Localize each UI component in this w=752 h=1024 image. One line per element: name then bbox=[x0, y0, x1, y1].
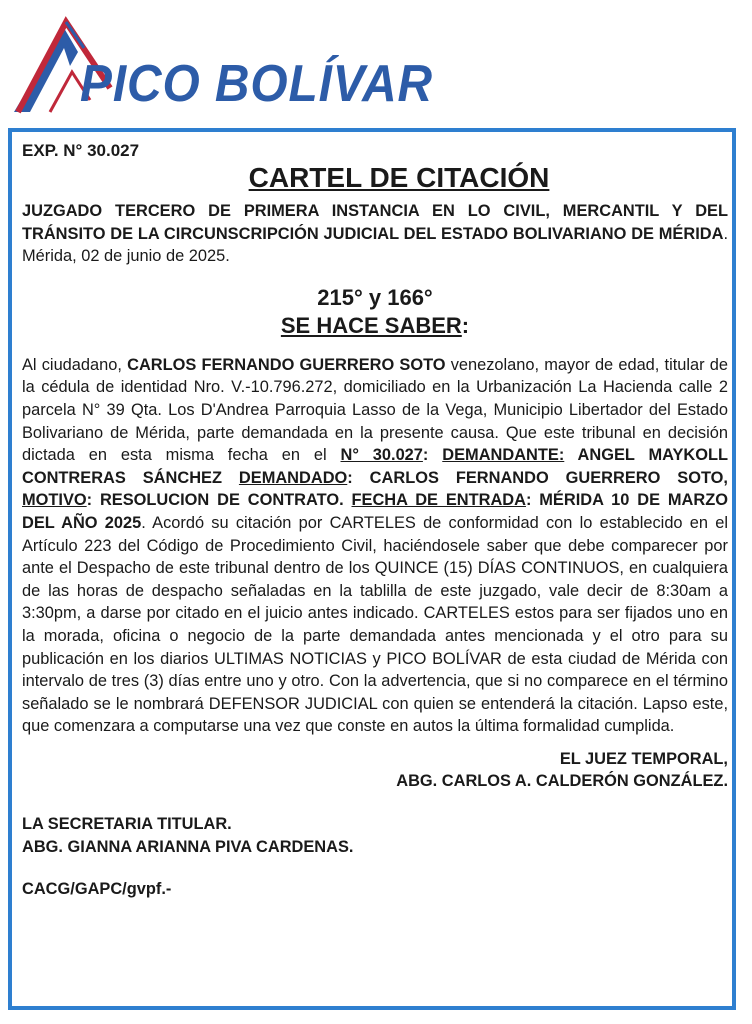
notice-content bbox=[22, 140, 728, 901]
years-heading: 215° y 166° bbox=[317, 284, 433, 310]
court-paragraph bbox=[22, 200, 728, 268]
body-exp-number: N° 30.027 bbox=[340, 446, 423, 465]
body-text-2: venezolano, mayor de edad, titular de la cédula de identidad Nro. V.-10.796.272, domiciliado en la Urbanización La Hacienda calle 2 parcela N° 39 Qta. Los D'Andrea Parroquia Lasso de la Vega, Municipio Libertador del Estado Bolivariano de Mérida, parte demandada en la presente causa. Que este tribunal en decisión dictada en esta misma fecha en el bbox=[22, 355, 728, 465]
demandado-name: : CARLOS FERNANDO GUERRERO SOTO, bbox=[347, 468, 728, 487]
initials: CACG/GAPC/gvpf.- bbox=[22, 880, 172, 899]
logo-text: PICO BOLÍVAR bbox=[80, 55, 434, 113]
body-text-1: Al ciudadano, bbox=[22, 355, 128, 374]
motivo-label: MOTIVO bbox=[22, 491, 87, 510]
hace-saber-text: SE HACE SABER bbox=[280, 312, 462, 338]
demandado-label: DEMANDADO bbox=[238, 468, 348, 487]
secretary-name: ABG. GIANNA ARIANNA PIVA CARDENAS. bbox=[22, 837, 354, 856]
secretary-signature bbox=[22, 813, 728, 858]
motivo-text: : RESOLUCION DE CONTRATO. bbox=[86, 491, 352, 510]
fecha-text: : MÉRIDA 10 DE MARZO DEL AÑO 2025 bbox=[22, 491, 728, 532]
body-colon: : bbox=[422, 446, 443, 465]
judge-signature bbox=[22, 748, 728, 793]
court-date: . Mérida, 02 de junio de 2025. bbox=[22, 224, 728, 266]
fecha-label: FECHA DE ENTRADA bbox=[351, 491, 526, 510]
demandante-label: DEMANDANTE: bbox=[442, 446, 565, 465]
pico-bolivar-logo bbox=[10, 8, 434, 120]
demandante-name: ANGEL MAYKOLL CONTRERAS SÁNCHEZ bbox=[22, 446, 729, 487]
page-title: CARTEL DE CITACIÓN bbox=[248, 162, 550, 193]
judge-name: ABG. CARLOS A. CALDERÓN GONZÁLEZ. bbox=[396, 772, 728, 791]
hace-saber-colon: : bbox=[461, 312, 470, 338]
expediente-number: EXP. N° 30.027 bbox=[22, 141, 140, 160]
court-name: JUZGADO TERCERO DE PRIMERA INSTANCIA EN LO CIVIL, MERCANTIL Y DEL TRÁNSITO DE LA CIRCUNSCRIPCIÓN JUDICIAL DEL ESTADO BOLIVARIANO DE MÉRIDA bbox=[22, 202, 728, 243]
body-text-3: . Acordó su citación por CARTELES de conformidad con lo establecido en el Artículo 223 del Código de Procedimiento Civil, haciéndosele saber que debe comparecer por ante el Despacho de este tribunal dentro de los QUINCE (15) DÍAS CONTINUOS, en cualquiera de las horas de despacho señaladas en la tablilla de este juzgado, vale decir de 8:30am a 3:30pm, a darse por citado en el juicio antes indicado. CARTELES estos para ser fijados uno en la morada, oficina o negocio de la parte demandada antes mencionada y el otro para su publicación en los diarios ULTIMAS NOTICIAS y PICO BOLÍVAR de esta ciudad de Mérida con intervalo de tres (3) días entre uno y otro. Con la advertencia, que si no comparece en el término señalado se le nombrará DEFENSOR JUDICIAL con quien se entenderá la citación. Lapso este, que comenzara a computarse una vez que conste en autos la última formalidad cumplida. bbox=[22, 513, 729, 736]
defendant-name: CARLOS FERNANDO GUERRERO SOTO bbox=[127, 355, 446, 374]
judge-title: EL JUEZ TEMPORAL, bbox=[559, 749, 728, 768]
body-paragraph bbox=[22, 354, 728, 738]
hace-saber-heading bbox=[22, 312, 728, 340]
secretary-title: LA SECRETARIA TITULAR. bbox=[22, 815, 232, 834]
